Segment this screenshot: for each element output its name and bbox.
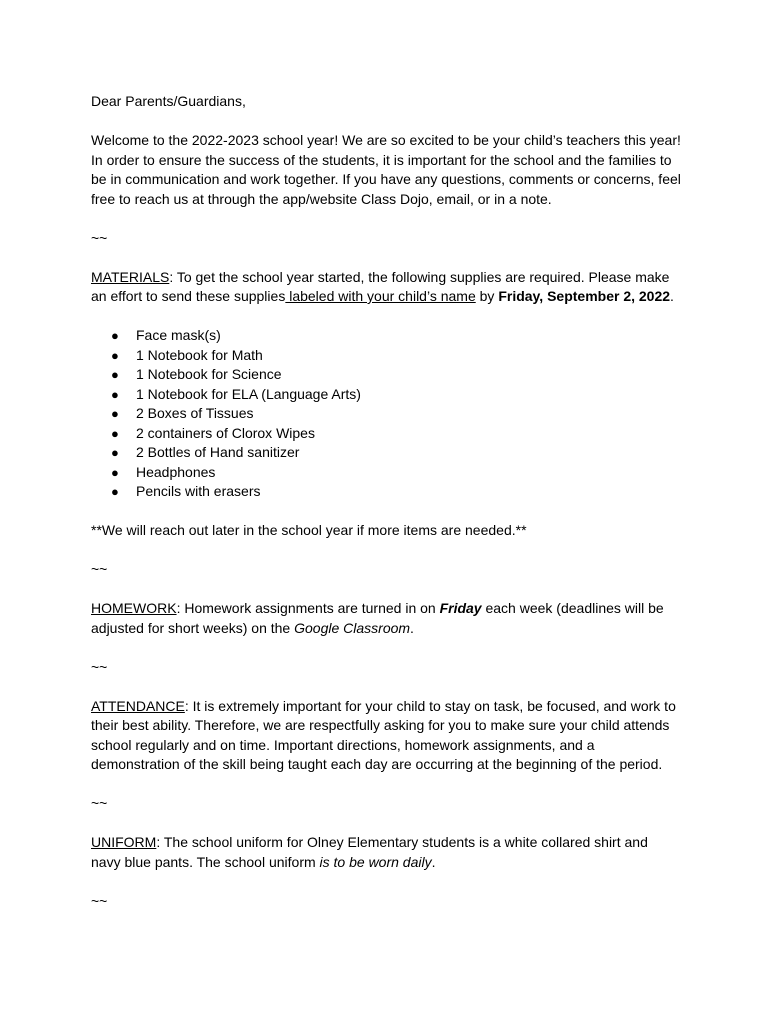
materials-label-note: labeled with your child’s name <box>285 288 476 304</box>
greeting: Dear Parents/Guardians, <box>91 93 246 109</box>
intro-paragraph: Welcome to the 2022-2023 school year! We are so excited to be your child’s teachers this year! In order to ensure the success of the students, it is important for the school and the families to be in communication and work together. If you have any questions, comments or concerns, feel free to reach us at through the app/website Class Dojo, email, or in a note. <box>91 132 681 207</box>
materials-paragraph: MATERIALS: To get the school year started, the following supplies are required. Please make an effort to send these supplies labeled with your child’s name by Friday, September 2, 2022. <box>91 268 674 304</box>
homework-heading: HOMEWORK <box>91 600 177 616</box>
separator: ~~ <box>91 658 108 675</box>
materials-heading: MATERIALS <box>91 268 170 285</box>
list-item: ● Pencils with erasers <box>91 482 681 502</box>
homework-platform: Google Classroom <box>294 619 411 636</box>
list-item: ● 1 Notebook for Math <box>91 346 681 366</box>
list-item: ● Face mask(s) <box>91 326 681 346</box>
bullet-icon: ● <box>111 347 119 363</box>
list-item: ● Headphones <box>91 463 681 483</box>
list-item: ● 2 containers of Clorox Wipes <box>91 424 681 444</box>
bullet-icon: ● <box>111 425 119 441</box>
materials-text: : To get the school year started, the following supplies are required. Please make an effort to send these supplies <box>91 268 670 304</box>
bullet-icon: ● <box>111 406 119 421</box>
materials-deadline: Friday, September 2, 2022 <box>498 288 671 304</box>
bullet-icon: ● <box>111 328 119 343</box>
separator: ~~ <box>91 795 108 811</box>
homework-paragraph: HOMEWORK: Homework assignments are turned in on Friday each week (deadlines will be adjusted for short weeks) on the Google Classroom. <box>91 600 664 636</box>
attendance-paragraph: ATTENDANCE: It is extremely important for your child to stay on task, be focused, and work to their best ability. Therefore, we are respectfully asking for you to make sure your child attends school regularly and on time. Important directions, homework assignments, and a demonstration of the skill being taught each day are occurring at the beginning of the period. <box>91 697 676 772</box>
bullet-icon: ● <box>111 386 119 402</box>
supplies-list <box>91 326 681 502</box>
uniform-paragraph: UNIFORM: The school uniform for Olney Elementary students is a white collared shirt and navy blue pants. The school uniform is to be worn daily. <box>91 834 648 870</box>
separator: ~~ <box>91 561 108 577</box>
homework-day: Friday <box>439 600 482 616</box>
attendance-heading: ATTENDANCE <box>91 697 185 714</box>
list-item: ● 1 Notebook for Science <box>91 365 681 385</box>
separator: ~~ <box>91 229 108 246</box>
list-item: ● 1 Notebook for ELA (Language Arts) <box>91 385 681 405</box>
letter-body <box>91 92 681 911</box>
list-item: ● 2 Boxes of Tissues <box>91 404 681 424</box>
bullet-icon: ● <box>111 445 119 460</box>
bullet-icon: ● <box>111 367 119 382</box>
bullet-icon: ● <box>111 464 119 480</box>
uniform-emphasis: is to be worn daily <box>319 853 432 870</box>
list-item: ● 2 Bottles of Hand sanitizer <box>91 443 681 463</box>
materials-note: **We will reach out later in the school year if more items are needed.** <box>91 522 527 538</box>
uniform-heading: UNIFORM <box>91 834 157 850</box>
bullet-icon: ● <box>111 484 119 499</box>
separator: ~~ <box>91 892 108 909</box>
